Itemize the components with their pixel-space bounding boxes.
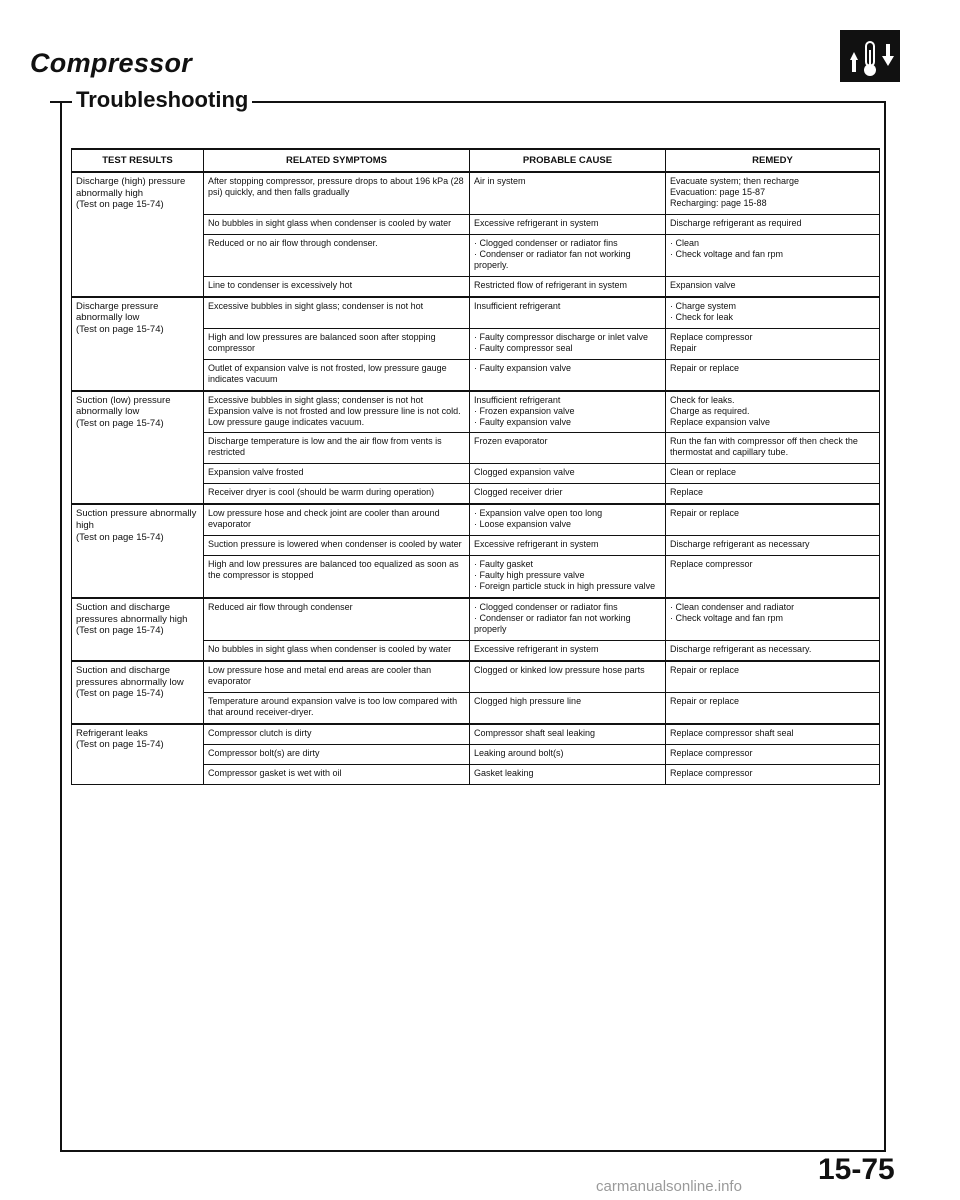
test-result-cell: Suction (low) pressure abnormally low (Test on page 15-74) xyxy=(72,391,204,505)
remedy-cell: Check for leaks. Charge as required. Replace expansion valve xyxy=(666,391,880,433)
cause-cell: Excessive refrigerant in system xyxy=(470,214,666,234)
symptom-cell: Compressor clutch is dirty xyxy=(204,724,470,744)
symptom-cell: Suction pressure is lowered when condenser is cooled by water xyxy=(204,536,470,556)
remedy-cell: Replace compressor xyxy=(666,744,880,764)
symptom-cell: Temperature around expansion valve is too low compared with that around receiver-dryer. xyxy=(204,692,470,723)
cause-cell: Frozen evaporator xyxy=(470,433,666,464)
remedy-cell: · Charge system · Check for leak xyxy=(666,297,880,328)
page-number: 15-75 xyxy=(818,1153,895,1186)
remedy-cell: Discharge refrigerant as required xyxy=(666,214,880,234)
cause-cell: Compressor shaft seal leaking xyxy=(470,724,666,744)
cause-cell: · Faulty expansion valve xyxy=(470,359,666,390)
remedy-cell: Run the fan with compressor off then check the thermostat and capillary tube. xyxy=(666,433,880,464)
cause-cell: Air in system xyxy=(470,172,666,214)
symptom-cell: Excessive bubbles in sight glass; condenser is not hot Expansion valve is not frosted and low pressure line is not cold. Low pressure gauge indicates vacuum. xyxy=(204,391,470,433)
page-title: Compressor xyxy=(30,48,193,78)
remedy-cell: Repair or replace xyxy=(666,692,880,723)
table-row xyxy=(72,504,880,535)
cause-cell: Clogged receiver drier xyxy=(470,484,666,504)
test-result-cell: Discharge pressure abnormally low (Test on page 15-74) xyxy=(72,297,204,391)
symptom-cell: No bubbles in sight glass when condenser is cooled by water xyxy=(204,214,470,234)
symptom-cell: Line to condenser is excessively hot xyxy=(204,276,470,296)
symptom-cell: Expansion valve frosted xyxy=(204,464,470,484)
cause-cell: Clogged expansion valve xyxy=(470,464,666,484)
symptom-cell: Compressor bolt(s) are dirty xyxy=(204,744,470,764)
table-row xyxy=(72,391,880,433)
symptom-cell: Reduced air flow through condenser xyxy=(204,598,470,640)
remedy-cell: Replace xyxy=(666,484,880,504)
frame-tick xyxy=(50,101,66,103)
test-result-cell: Suction and discharge pressures abnormally high (Test on page 15-74) xyxy=(72,598,204,661)
column-header: PROBABLE CAUSE xyxy=(470,149,666,172)
remedy-cell: Evacuate system; then recharge Evacuation: page 15-87 Recharging: page 15-88 xyxy=(666,172,880,214)
symptom-cell: After stopping compressor, pressure drops to about 196 kPa (28 psi) quickly, and then falls gradually xyxy=(204,172,470,214)
test-result-cell: Discharge (high) pressure abnormally high (Test on page 15-74) xyxy=(72,172,204,297)
remedy-cell: · Clean · Check voltage and fan rpm xyxy=(666,234,880,276)
table-body xyxy=(72,172,880,784)
cause-cell: Insufficient refrigerant xyxy=(470,297,666,328)
troubleshooting-table xyxy=(71,148,880,785)
test-result-cell: Refrigerant leaks (Test on page 15-74) xyxy=(72,724,204,784)
table-row xyxy=(72,598,880,640)
symptom-cell: No bubbles in sight glass when condenser is cooled by water xyxy=(204,641,470,661)
remedy-cell: Replace compressor Repair xyxy=(666,328,880,359)
symptom-cell: Low pressure hose and check joint are cooler than around evaporator xyxy=(204,504,470,535)
cause-cell: Clogged or kinked low pressure hose parts xyxy=(470,661,666,692)
section-title: Troubleshooting xyxy=(72,87,252,113)
cause-cell: Clogged high pressure line xyxy=(470,692,666,723)
cause-cell: Restricted flow of refrigerant in system xyxy=(470,276,666,296)
symptom-cell: Low pressure hose and metal end areas are cooler than evaporator xyxy=(204,661,470,692)
frame-left-rule xyxy=(60,101,62,1151)
cause-cell: · Faulty gasket · Faulty high pressure valve · Foreign particle stuck in high pressure valve xyxy=(470,556,666,598)
remedy-cell: Repair or replace xyxy=(666,661,880,692)
remedy-cell: Discharge refrigerant as necessary. xyxy=(666,641,880,661)
symptom-cell: Reduced or no air flow through condenser. xyxy=(204,234,470,276)
column-header: RELATED SYMPTOMS xyxy=(204,149,470,172)
thermometer-icon xyxy=(840,30,900,82)
test-result-cell: Suction and discharge pressures abnormally low (Test on page 15-74) xyxy=(72,661,204,724)
cause-cell: · Faulty compressor discharge or inlet valve · Faulty compressor seal xyxy=(470,328,666,359)
symptom-cell: Discharge temperature is low and the air flow from vents is restricted xyxy=(204,433,470,464)
cause-cell: Excessive refrigerant in system xyxy=(470,641,666,661)
cause-cell: Leaking around bolt(s) xyxy=(470,744,666,764)
remedy-cell: Repair or replace xyxy=(666,504,880,535)
remedy-cell: Expansion valve xyxy=(666,276,880,296)
remedy-cell: Replace compressor xyxy=(666,764,880,784)
remedy-cell: Discharge refrigerant as necessary xyxy=(666,536,880,556)
remedy-cell: Replace compressor shaft seal xyxy=(666,724,880,744)
remedy-cell: Clean or replace xyxy=(666,464,880,484)
cause-cell: · Expansion valve open too long · Loose expansion valve xyxy=(470,504,666,535)
table-header-row xyxy=(72,149,880,172)
cause-cell: Gasket leaking xyxy=(470,764,666,784)
symptom-cell: Compressor gasket is wet with oil xyxy=(204,764,470,784)
cause-cell: · Clogged condenser or radiator fins · Condenser or radiator fan not working properly. xyxy=(470,234,666,276)
cause-cell: Excessive refrigerant in system xyxy=(470,536,666,556)
cause-cell: · Clogged condenser or radiator fins · Condenser or radiator fan not working properly xyxy=(470,598,666,640)
table-row xyxy=(72,724,880,744)
watermark: carmanualsonline.info xyxy=(596,1178,742,1195)
symptom-cell: Outlet of expansion valve is not frosted, low pressure gauge indicates vacuum xyxy=(204,359,470,390)
remedy-cell: Replace compressor xyxy=(666,556,880,598)
remedy-cell: · Clean condenser and radiator · Check voltage and fan rpm xyxy=(666,598,880,640)
table-row xyxy=(72,297,880,328)
column-header: REMEDY xyxy=(666,149,880,172)
column-header: TEST RESULTS xyxy=(72,149,204,172)
test-result-cell: Suction pressure abnormally high (Test on page 15-74) xyxy=(72,504,204,598)
cause-cell: Insufficient refrigerant · Frozen expansion valve · Faulty expansion valve xyxy=(470,391,666,433)
symptom-cell: High and low pressures are balanced too equalized as soon as the compressor is stopped xyxy=(204,556,470,598)
frame-right-rule xyxy=(884,101,886,1151)
table-row xyxy=(72,661,880,692)
troubleshooting-table-wrap xyxy=(71,148,879,785)
symptom-cell: High and low pressures are balanced soon after stopping compressor xyxy=(204,328,470,359)
table-row xyxy=(72,172,880,214)
symptom-cell: Receiver dryer is cool (should be warm during operation) xyxy=(204,484,470,504)
remedy-cell: Repair or replace xyxy=(666,359,880,390)
symptom-cell: Excessive bubbles in sight glass; condenser is not hot xyxy=(204,297,470,328)
frame-bottom-rule xyxy=(60,1150,886,1152)
